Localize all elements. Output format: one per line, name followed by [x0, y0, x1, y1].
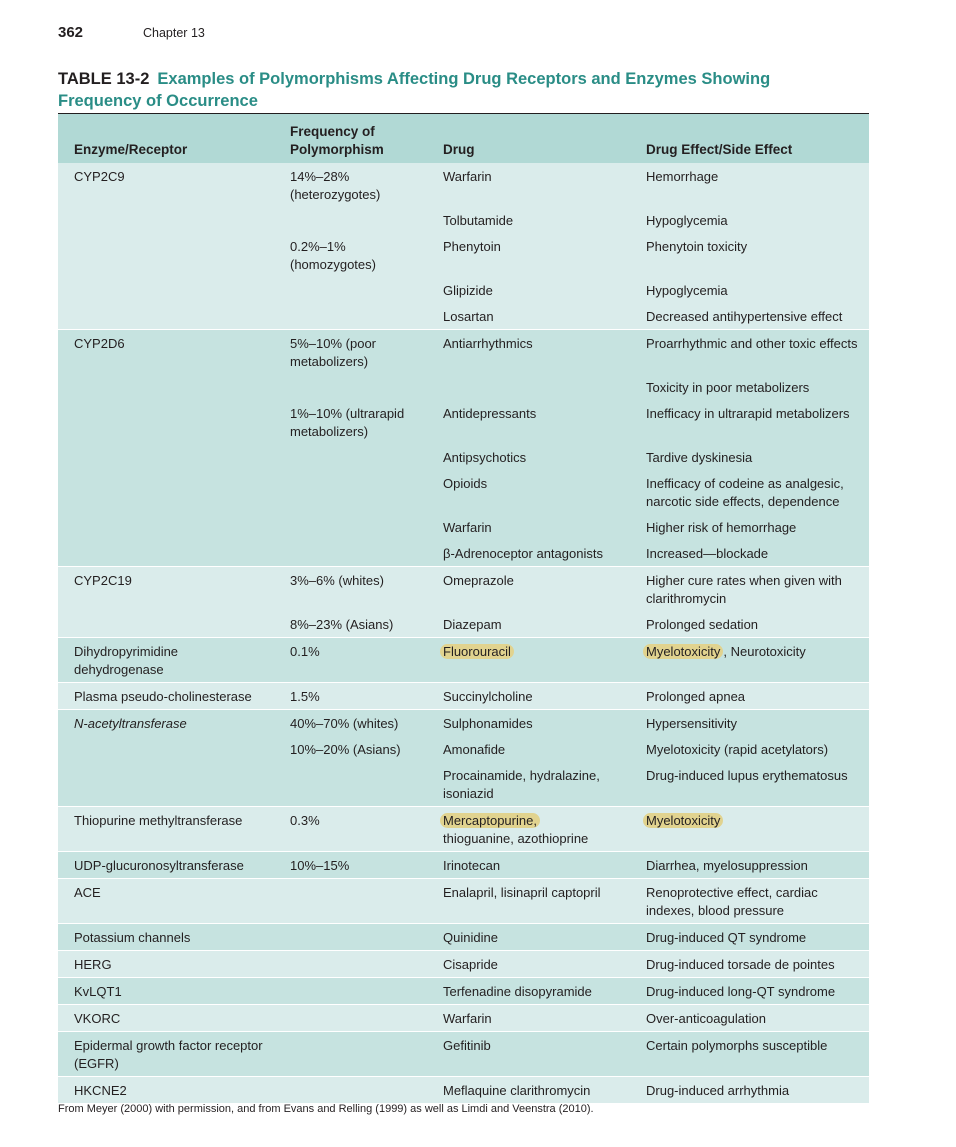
page-number: 362: [58, 24, 84, 41]
cell-enzyme: HKCNE2: [58, 1077, 274, 1104]
cell-drug: Antidepressants: [428, 400, 630, 444]
table-row: [58, 400, 869, 444]
cell-drug: Omeprazole: [428, 567, 630, 612]
effect-text: , Neurotoxicity: [723, 644, 806, 659]
cell-enzyme: [58, 207, 274, 233]
cell-enzyme: CYP2C9: [58, 163, 274, 207]
table-row: [58, 330, 869, 375]
cell-frequency: 1.5%: [274, 683, 428, 710]
cell-effect: Decreased antihypertensive effect: [630, 303, 869, 330]
table-row: [58, 1077, 869, 1104]
cell-enzyme: CYP2D6: [58, 330, 274, 375]
cell-frequency: [274, 951, 428, 978]
cell-frequency: [274, 978, 428, 1005]
cell-frequency: [274, 924, 428, 951]
table-row: [58, 1005, 869, 1032]
cell-frequency: 10%–20% (Asians): [274, 736, 428, 762]
cell-frequency: [274, 1005, 428, 1032]
cell-effect: [630, 807, 869, 852]
cell-drug: Quinidine: [428, 924, 630, 951]
cell-frequency: 10%–15%: [274, 852, 428, 879]
cell-drug: Meflaquine clarithromycin: [428, 1077, 630, 1104]
table-row: [58, 879, 869, 924]
cell-enzyme: [58, 736, 274, 762]
cell-enzyme: [58, 233, 274, 277]
table-group: [58, 807, 869, 852]
highlighted-effect: Myelotoxicity: [643, 813, 723, 828]
cell-effect: Over-anticoagulation: [630, 1005, 869, 1032]
cell-drug: Warfarin: [428, 163, 630, 207]
cell-drug: Sulphonamides: [428, 710, 630, 737]
cell-effect: Diarrhea, myelosuppression: [630, 852, 869, 879]
column-header-enzyme: Enzyme/Receptor: [58, 114, 274, 163]
chapter-label: Chapter 13: [143, 26, 205, 40]
table-row: [58, 924, 869, 951]
table-row: [58, 207, 869, 233]
cell-enzyme: Epidermal growth factor receptor (EGFR): [58, 1032, 274, 1077]
table-group: [58, 683, 869, 710]
cell-effect: Drug-induced QT syndrome: [630, 924, 869, 951]
cell-frequency: [274, 1032, 428, 1077]
cell-enzyme: Dihydropyrimidine dehydrogenase: [58, 638, 274, 683]
table-header-row: [58, 114, 869, 163]
table-group: [58, 710, 869, 807]
cell-effect: Higher risk of hemorrhage: [630, 514, 869, 540]
cell-enzyme: VKORC: [58, 1005, 274, 1032]
cell-frequency: [274, 1077, 428, 1104]
cell-enzyme: Plasma pseudo-cholinesterase: [58, 683, 274, 710]
cell-drug: Diazepam: [428, 611, 630, 638]
cell-enzyme: N-acetyltransferase: [58, 710, 274, 737]
table-group: [58, 852, 869, 879]
cell-frequency: 8%–23% (Asians): [274, 611, 428, 638]
cell-enzyme: Potassium channels: [58, 924, 274, 951]
cell-drug: Procainamide, hydralazine, isoniazid: [428, 762, 630, 807]
table-row: [58, 978, 869, 1005]
cell-frequency: 14%–28% (heterozygotes): [274, 163, 428, 207]
column-header-drug: Drug: [428, 114, 630, 163]
cell-enzyme: [58, 514, 274, 540]
cell-drug: Phenytoin: [428, 233, 630, 277]
cell-effect: Drug-induced torsade de pointes: [630, 951, 869, 978]
cell-effect: Hypersensitivity: [630, 710, 869, 737]
cell-drug: Antiarrhythmics: [428, 330, 630, 375]
table-row: [58, 470, 869, 514]
cell-enzyme: [58, 277, 274, 303]
table-group: [58, 924, 869, 951]
drug-text: thioguanine, azothioprine: [443, 831, 589, 846]
cell-effect: Phenytoin toxicity: [630, 233, 869, 277]
cell-drug: Terfenadine disopyramide: [428, 978, 630, 1005]
table-row: [58, 683, 869, 710]
table-row: [58, 710, 869, 737]
cell-effect: Drug-induced lupus erythematosus: [630, 762, 869, 807]
cell-frequency: [274, 879, 428, 924]
cell-drug: Cisapride: [428, 951, 630, 978]
cell-frequency: [274, 207, 428, 233]
cell-drug: Irinotecan: [428, 852, 630, 879]
cell-effect: Inefficacy of codeine as analgesic, narcotic side effects, dependence: [630, 470, 869, 514]
table-group: [58, 330, 869, 567]
table-row: [58, 807, 869, 852]
cell-effect: Hypoglycemia: [630, 277, 869, 303]
table-row: [58, 514, 869, 540]
table-row: [58, 638, 869, 683]
cell-frequency: [274, 762, 428, 807]
cell-frequency: 0.1%: [274, 638, 428, 683]
cell-effect: Tardive dyskinesia: [630, 444, 869, 470]
table-row: [58, 736, 869, 762]
table-number: TABLE 13-2: [58, 70, 150, 88]
highlighted-drug: Mercaptopurine,: [440, 813, 540, 828]
cell-enzyme: HERG: [58, 951, 274, 978]
cell-effect: Inefficacy in ultrarapid metabolizers: [630, 400, 869, 444]
source-note: From Meyer (2000) with permission, and from Evans and Relling (1999) as well as Limdi and Veenstra (2010).: [58, 1103, 594, 1115]
cell-effect: Prolonged sedation: [630, 611, 869, 638]
table-group: [58, 163, 869, 330]
cell-frequency: [274, 444, 428, 470]
cell-drug: Succinylcholine: [428, 683, 630, 710]
cell-drug: [428, 638, 630, 683]
cell-effect: Myelotoxicity (rapid acetylators): [630, 736, 869, 762]
cell-effect: Proarrhythmic and other toxic effects: [630, 330, 869, 375]
cell-frequency: [274, 540, 428, 567]
table-row: [58, 444, 869, 470]
cell-drug: Warfarin: [428, 1005, 630, 1032]
cell-effect: Increased—blockade: [630, 540, 869, 567]
cell-drug: Glipizide: [428, 277, 630, 303]
cell-frequency: [274, 303, 428, 330]
cell-enzyme: [58, 444, 274, 470]
cell-drug: Antipsychotics: [428, 444, 630, 470]
table-group: [58, 879, 869, 924]
cell-effect: Hypoglycemia: [630, 207, 869, 233]
table-group: [58, 638, 869, 683]
cell-effect: Hemorrhage: [630, 163, 869, 207]
table-row: [58, 611, 869, 638]
cell-drug: [428, 807, 630, 852]
cell-drug: Tolbutamide: [428, 207, 630, 233]
column-header-effect: Drug Effect/Side Effect: [630, 114, 869, 163]
table-row: [58, 762, 869, 807]
table-caption: Examples of Polymorphisms Affecting Drug Receptors and Enzymes Showing Frequency of Occurrence: [58, 70, 771, 110]
cell-effect: Certain polymorphs susceptible: [630, 1032, 869, 1077]
table-row: [58, 540, 869, 567]
cell-frequency: 1%–10% (ultrarapid metabolizers): [274, 400, 428, 444]
table-row: [58, 951, 869, 978]
cell-effect: Renoprotective effect, cardiac indexes, blood pressure: [630, 879, 869, 924]
cell-drug: Opioids: [428, 470, 630, 514]
table-row: [58, 852, 869, 879]
cell-enzyme: [58, 374, 274, 400]
table-row: [58, 1032, 869, 1077]
table-group: [58, 1032, 869, 1077]
table-row: [58, 567, 869, 612]
table-row: [58, 163, 869, 207]
table-title: [58, 68, 838, 112]
cell-frequency: 5%–10% (poor metabolizers): [274, 330, 428, 375]
cell-frequency: 0.3%: [274, 807, 428, 852]
cell-enzyme: Thiopurine methyltransferase: [58, 807, 274, 852]
cell-enzyme: [58, 762, 274, 807]
table-group: [58, 978, 869, 1005]
table-group: [58, 567, 869, 638]
cell-enzyme: [58, 303, 274, 330]
cell-frequency: 3%–6% (whites): [274, 567, 428, 612]
cell-enzyme: ACE: [58, 879, 274, 924]
cell-drug: [428, 374, 630, 400]
cell-frequency: [274, 470, 428, 514]
table-group: [58, 1005, 869, 1032]
table-group: [58, 951, 869, 978]
cell-enzyme: CYP2C19: [58, 567, 274, 612]
cell-effect: Prolonged apnea: [630, 683, 869, 710]
cell-frequency: [274, 277, 428, 303]
cell-effect: Drug-induced long-QT syndrome: [630, 978, 869, 1005]
cell-drug: Enalapril, lisinapril captopril: [428, 879, 630, 924]
cell-frequency: [274, 374, 428, 400]
cell-effect: Higher cure rates when given with clarithromycin: [630, 567, 869, 612]
column-header-frequency: Frequency of Polymorphism: [274, 114, 428, 163]
highlighted-drug: Fluorouracil: [440, 644, 514, 659]
table-row: [58, 277, 869, 303]
cell-effect: Drug-induced arrhythmia: [630, 1077, 869, 1104]
cell-drug: Warfarin: [428, 514, 630, 540]
table-group: [58, 1077, 869, 1104]
cell-enzyme: [58, 611, 274, 638]
cell-frequency: 0.2%–1% (homozygotes): [274, 233, 428, 277]
table-row: [58, 233, 869, 277]
table-row: [58, 374, 869, 400]
cell-drug: Amonafide: [428, 736, 630, 762]
cell-effect: Toxicity in poor metabolizers: [630, 374, 869, 400]
cell-drug: β-Adrenoceptor antagonists: [428, 540, 630, 567]
cell-enzyme: UDP-glucuronosyltransferase: [58, 852, 274, 879]
cell-enzyme: [58, 540, 274, 567]
cell-drug: Losartan: [428, 303, 630, 330]
polymorphism-table: [58, 114, 869, 1103]
cell-drug: Gefitinib: [428, 1032, 630, 1077]
cell-frequency: 40%–70% (whites): [274, 710, 428, 737]
cell-enzyme: KvLQT1: [58, 978, 274, 1005]
highlighted-effect: Myelotoxicity: [643, 644, 723, 659]
cell-frequency: [274, 514, 428, 540]
cell-effect: [630, 638, 869, 683]
cell-enzyme: [58, 400, 274, 444]
cell-enzyme: [58, 470, 274, 514]
table-row: [58, 303, 869, 330]
